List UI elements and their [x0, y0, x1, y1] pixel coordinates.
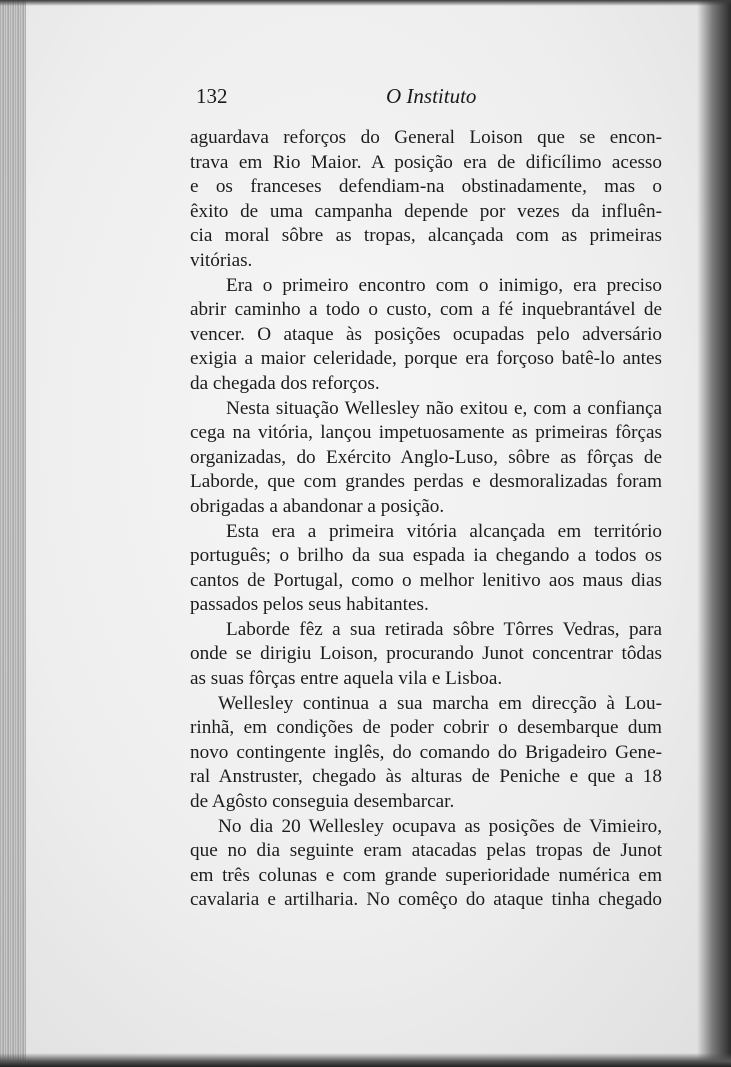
- text-line: rinhã, em condições de poder cobrir o desembarque dum: [190, 717, 662, 739]
- text-line: que no dia seguinte eram atacadas pelas tropas de Junot: [190, 840, 662, 862]
- page-stack-edge: [0, 0, 26, 1067]
- paragraph: [190, 520, 662, 618]
- text-line: Nesta situação Wellesley não exitou e, com a confiança: [226, 397, 662, 419]
- text-line: obrigadas a abandonar a posição.: [190, 495, 445, 517]
- scan-shadow-bottom: [0, 1053, 731, 1067]
- body-text: [190, 126, 662, 913]
- text-line: trava em Rio Maior. A posição era de dificílimo acesso: [190, 151, 662, 173]
- text-line: novo contingente inglês, do comando do Brigadeiro Gene-: [190, 741, 662, 763]
- running-header: [196, 84, 666, 114]
- running-title: O Instituto: [386, 84, 477, 108]
- scan-shadow-right: [697, 0, 731, 1067]
- paragraph: [190, 692, 662, 815]
- text-line: cavalaria e artilharia. No comêço do ataque tinha chegado: [190, 889, 662, 911]
- text-line: Laborde fêz a sua retirada sôbre Tôrres Vedras, para: [226, 618, 662, 640]
- text-line: ral Anstruster, chegado às alturas de Peniche e que a 18: [190, 766, 662, 788]
- paragraph: [190, 274, 662, 397]
- paragraph: [190, 397, 662, 520]
- text-line: em três colunas e com grande superioridade numérica em: [190, 864, 662, 886]
- page-number: 132: [196, 84, 228, 108]
- paragraph: [190, 815, 662, 913]
- text-line: Esta era a primeira vitória alcançada em território: [226, 520, 662, 542]
- text-line: Laborde, que com grandes perdas e desmoralizadas foram: [190, 471, 662, 493]
- text-line: Wellesley continua a sua marcha em direcção à Lou-: [218, 692, 662, 714]
- text-line: cia moral sôbre as tropas, alcançada com as primeiras: [190, 225, 662, 247]
- text-line: êxito de uma campanha depende por vezes da influên-: [190, 200, 662, 222]
- text-line: abrir caminho a todo o custo, com a fé inquebrantável de: [190, 299, 662, 321]
- paragraph: [190, 126, 662, 274]
- text-line: No dia 20 Wellesley ocupava as posições de Vimieiro,: [218, 815, 662, 837]
- paragraph: [190, 618, 662, 692]
- text-line: vencer. O ataque às posições ocupadas pelo adversário: [190, 323, 662, 345]
- text-line: cantos de Portugal, como o melhor lenitivo aos maus dias: [190, 569, 662, 591]
- text-line: organizadas, do Exército Anglo-Luso, sôbre as fôrças de: [190, 446, 662, 468]
- text-line: e os franceses defendiam-na obstinadamente, mas o: [190, 176, 662, 198]
- text-line: as suas fôrças entre aquela vila e Lisboa.: [190, 668, 503, 690]
- text-line: português; o brilho da sua espada ia chegando a todos os: [190, 545, 662, 567]
- text-line: aguardava reforços do General Loison que se encon-: [190, 127, 662, 148]
- text-line: de Agôsto conseguia desembarcar.: [190, 791, 455, 813]
- scan-shadow-top: [0, 0, 731, 6]
- text-line: onde se dirigiu Loison, procurando Junot concentrar tôdas: [190, 643, 662, 665]
- text-line: passados pelos seus habitantes.: [190, 594, 429, 616]
- text-line: Era o primeiro encontro com o inimigo, era preciso: [226, 274, 662, 296]
- text-line: exigia a maior celeridade, porque era forçoso batê-lo antes: [190, 348, 662, 370]
- text-line: vitórias.: [190, 249, 253, 271]
- text-line: cega na vitória, lançou impetuosamente as primeiras fôrças: [190, 422, 662, 444]
- text-line: da chegada dos reforços.: [190, 372, 380, 394]
